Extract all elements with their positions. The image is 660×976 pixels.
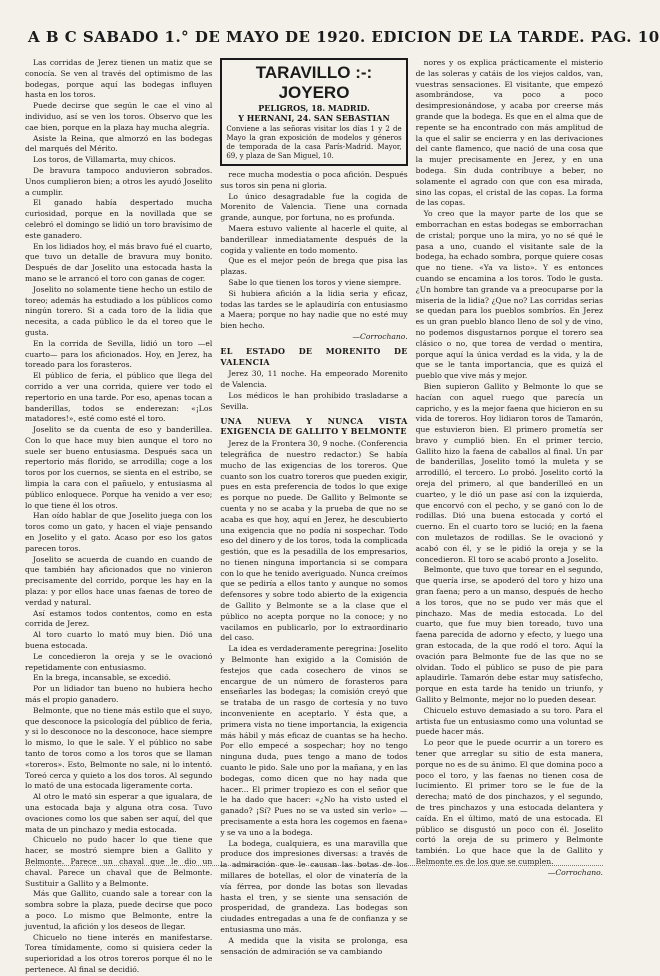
article-paragraph: Maera estuvo valiente al hacerle el quite, al banderillear inmediatamente después de la cogida y valiente en todo momento. [220, 223, 408, 255]
article-paragraph: Lo peor que le puede ocurrir a un torero es tener que arreglar su sitio de esta manera, porque no es de su ánimo. El que domina poco a poco el toro, y las faenas no tienen cosa de lucimiento. El primer toro se le fue de la derecha; mató de dos pinchazos, y el segundo, de tres pinchazos y una estocada delantera y caída. En el último, mató de una estocada. El público se disgustó un poco con él. Joselito cortó la oreja de su primero y Belmonte también. Lo que hace que la de Gallito y Belmonte es de los que se cumplen. [415, 738, 603, 866]
page-header [0, 0, 660, 58]
advertisement-box [220, 58, 407, 166]
article-paragraph: Le concedieron la oreja y se le ovacionó repetidamente con entusiasmo. [25, 651, 213, 672]
article-paragraph: Al toro cuarto lo mató muy bien. Dió una buena estocada. [25, 630, 213, 651]
article-headline: EL ESTADO DE MORENITO DE VALENCIA [220, 345, 408, 367]
column-right [416, 58, 603, 976]
article-paragraph: Más que Gallito, cuando sale a torear con la sombra sobre la plaza, puede decirse que poco a poco. Lo mismo que Belmonte, entre la juventud, la afición y los deseos de llegar. [25, 889, 213, 931]
article-paragraph: Belmonte, que tuvo que torear en el segundo, que quería irse, se apoderó del toro y hizo una gran faena; pero a un manso, después de hecho a los toros, que no se pudo ver más que el pinchazo. Mas de media estocada. Lo del cuarto, que fue muy bien toreado, tuvo una faena parecida de adorno y efecto, y luego una gran estocada, de la que rodó el toro. Aquí la ovación para Belmonte fue de las que no se olvidan. Todo el público se puso de pie para aplaudirle. Tamarón debe estar muy satisfecho, porque en esta tarde ha tenido un triunfo, y Gallito y Belmonte, mejor no lo pueden desear. [415, 565, 603, 705]
advertisement-address: Y HERNANI, 24. SAN SEBASTIAN [238, 113, 390, 123]
article-columns [25, 58, 603, 974]
article-paragraph: En la brega, incansable, se excedió. [33, 673, 171, 683]
article-paragraph: Así estamos todos contentos, como en esta corrida de Jerez. [25, 608, 213, 629]
article-paragraph: Las corridas de Jerez tienen un matiz que se conocía. Se ven al través del optimismo de las bodegas, porque aquí las bodegas influyen hasta en los toros. [25, 58, 213, 100]
article-paragraph: Asiste la Reina, que almorzó en las bodegas del marqués del Mérito. [25, 133, 213, 154]
article-paragraph: En la corrida de Sevilla, lidió un toro —el cuarto— para los aficionados. Hoy, en Jerez, ha toreado para los forasteros. [25, 338, 213, 370]
article-paragraph: Los toros, de Villamarta, muy chicos. [33, 155, 176, 165]
article-paragraph: Puede decirse que según le cae el vino al individuo, así se ven los toros. Observo que les cae bien, porque en la plaza hay mucha alegría. [25, 101, 213, 132]
article-paragraph: Jerez 30, 11 noche. Ha empeorado Morenito de Valencia. [220, 369, 408, 390]
article-headline: UNA NUEVA Y NUNCA VISTA EXIGENCIA DE GALLITO Y BELMONTE [220, 415, 408, 437]
article-paragraph: Han oído hablar de que Joselito juega con los toros como un gato, y hacen el viaje pensando en Joselito y el gato. Acaso por eso los gatos parecen toros. [25, 511, 213, 553]
article-paragraph: Por un lidiador tan bueno no hubiera hecho más el propio ganadero. [25, 684, 213, 705]
advertisement-body: Conviene a las señoras visitar los días 1 y 2 de Mayo la gran exposición de modelos y géneros de temporada de la casa París-Madrid. Mayor, 69, y plaza de San Miguel, 10. [226, 125, 402, 160]
article-paragraph: Que es el mejor peón de brega que pisa las plazas. [220, 256, 408, 277]
page-footer-rule [25, 865, 603, 870]
article-paragraph: De bravura tampoco anduvieron sobrados. Unos cumplieron bien; a otros les ayudó Joselito a cumplir. [25, 165, 213, 197]
article-paragraph: El ganado había despertado mucha curiosidad, porque en la novillada que se celebró el domingo se lidió un toro bravísimo de este ganadero. [25, 198, 213, 240]
advertisement-address: PELIGROS, 18. MADRID. [258, 103, 370, 113]
column-left [25, 58, 212, 976]
article-paragraph: nores y os explica prácticamente el misterio de las soleras y catáis de los viejos caldos, van, vuestras sensaciones. El visitante, que empezó asombrándose, va poco a poco desimpresionándose, y acaba por creerse más grande que la bodega. Es que en el alma que de repente se ha encontrado con más amplitud de la que el salir se encierra y en las derivaciones del cante flamenco, que nació de una cosa que la mujer precisamente en Jerez, y en una bodega. Sin duda contribuye a beber, no solamente el agrado con que con esa mirada, sino las copas, el cristal de las copas. La forma de las copas. [415, 58, 603, 208]
article-paragraph: Lo único desagradable fue la cogida de Morenito de Valencia. Tiene una cornada grande, aunque, por fortuna, no es profunda. [220, 191, 408, 223]
article-paragraph: Joselito se da cuenta de eso y banderillea. Con lo que hace muy bien aunque el toro no suele ser bueno entusiasma. Después saca un repertorio más florido, se arrodilla; coge a los toros por los cuernos, se sienta en el estribo, se limpia la cara con el pañuelo, y entusiasma al público enloquece. Porque ha venido a ver eso; lo que tiene él los otros. [25, 425, 213, 510]
article-paragraph: Belmonte, que no tiene más estilo que el suyo, que desconoce la psicología del público de feria, y si lo desconoce no la desconoce, hace siempre lo mismo, lo que le sale. Y el público no sabe tanto de toros como a los toros que se llaman «toreros». Esto, Belmonte no sale, ni lo intentó. Toreó cerca y quieto a los dos toros. Al segundo lo mató de una estocada ligeramente corta. [25, 705, 213, 791]
article-paragraph: El público de feria, el público que llega del corrido a ver una corrida, quiere ver todo el repertorio en una tarde. Por eso, apenas tocan a banderillas, todos se enderezan: «¡Los matadores!», esté como esté el toro. [25, 371, 213, 424]
article-paragraph: Jerez de la Frontera 30, 9 noche. (Conferencia telegráfica de nuestro redactor.) Se había mucho de las exigencias de los toreros. Que cuanto son los cuatro toreros que pueden exigir, pues en esta preferencia de todos lo que exige es porque no puede. De Gallito y Belmonte se cuenta y no se acaba y la prueba de que no se acaba es que hoy, aquí en Jerez, he descubierto una exigencia que no podía ni sospechar. Todo eso del dinero y de los toros, toda la complicada gestión, que es la pesadilla de los empresarios, no tienen ninguna importancia si se compara con lo que he tenido averiguado. Nunca creímos que se pediría a ellos tanto y aunque no somos defensores y sobre todo abierto de la exigencia de Gallito y Belmonte se a la clase que el público no acepta porque no la conoce; y no vacilamos en publicarlo, por lo extraordinario del caso. [220, 439, 408, 643]
author-signature: —Corrochano. [352, 331, 408, 341]
article-paragraph: Si hubiera afición a la lidia seria y eficaz, todas las tardes se le aplaudiría con entusiasmo a Maera; porque no hay nadie que no esté muy bien hecho. [220, 288, 408, 331]
article-paragraph: Chicuelo no pudo hacer lo que tiene que hacer, se mostró siempre bien a Gallito y Belmonte. Parece un chaval que le dio un chaval. Parece un chaval que de Belmonte. Sustituir a Gallito y a Belmonte. [25, 835, 213, 888]
article-paragraph: Joselito no solamente tiene hecho un estilo de toreo; además ha estudiado a los públicos como ningún torero. Si a cada toro de la lidia que necesita, a cada público le da el toreo que le gusta. [25, 284, 213, 337]
article-paragraph: La bodega, cualquiera, es una maravilla que produce dos impresiones diversas: a través de la admiración que le causan las botas de los millares de botellas, el olor de vinatería de la vía férrea, por donde las botas son llevadas hasta el tren, y se siente una sensación de prosperidad, de grandeza. Las bodegas son ciudades entregadas a una fe de confianza y se entusiasma uno más. [220, 838, 408, 934]
article-paragraph: A medida que la visita se prolonga, esa sensación de admiración se va cambiando [220, 935, 408, 956]
article-paragraph: Bien supieron Gallito y Belmonte lo que se hacían con aquel ruego que parecía un capricho, y es la mejor faena que hicieron en su vida de toreros. Hoy lidiaron toros de Tamarón, que estuvieron bien. El primero prometía ser bravo y cumplió bien. En el primer tercio, Gallito hizo la faena de caballos al final. Un par de banderillas, Joselito tomó la muleta y se arrodilló, el tercero. Lo probó. Joselito cortó la oreja del primero, al que banderilleó en un cuarteo, y le dió un pase así con la izquierda, que encorvó con el pecho, y se ganó con lo de rodillas. Dió una buena estocada y cortó el cuerno. En el cuarto toro se lució; en la faena con muletazos de rodillas. Se le ovacionó y acabó con él, y se le pidió la oreja y se la concedieron. El toro se acabó pronto a Joselito. [415, 381, 603, 564]
article-paragraph: La idea es verdaderamente peregrina: Joselito y Belmonte han exigido a la Comisión de festejos que cada cosechero de vinos se encargue de un número de forasteros para enseñarles las bodegas; la comisión creyó que se trataba de un rasgo de cortesía y no tuvo inconveniente en aceptarlo. Y ésta que, a primera vista no tiene importancia, la exigencia más hábil y más eficaz de cuantas se ha hecho. Por ello empecé a sospechar; hoy no tengo ninguna duda, pues tengo a mano de todos cuanto le pido. Sale uno por la mañana, y en las bodegas, como dicen que no hay nada que hacer... El primer tropiezo es con el señor que le ha dado que hacer: «¿No ha visto usted el ganado? ¡Sí? Pues no se va usted sin verlo» — precisamente a esta hora les cogemos en faena» y se va uno a la bodega. [220, 644, 408, 837]
article-paragraph: rece mucha modestia o poca afición. Después sus toros sin pena ni gloria. [220, 170, 408, 190]
article-paragraph: Sabe lo que tienen los toros y viene siempre. [228, 277, 402, 287]
article-paragraph: Al otro le mató sin esperar a que igualara, de una estocada baja y alguna otra cosa. Tuvo ovaciones como los que saben ser aquí, del que mata de un pinchazo y media estocada. [25, 792, 213, 834]
article-paragraph: Joselito se acuerda de cuando en cuando de que también hay aficionados que no vinieron precisamente del corrido, porque les hay en la plaza: y por ellos hace unas faenas de toreo de verdad y natural. [25, 554, 213, 607]
header-title: A B C SABADO 1.° DE MAYO DE 1920. EDICION DE LA TARDE. PAG. 10 [28, 28, 660, 46]
author-signature: —Corrochano. [547, 867, 603, 877]
article-paragraph: Yo creo que la mayor parte de los que se emborrachan en estas bodegas se emborrachan de cristal; porque uno la mira, yo no sé qué le pasa a uno, cuando el visitante sale de la bodega, ha echado sombra, porque quiere cosas que no tiene. «Ya va listo». Y es entonces cuando se encamina a los toros. Todo le gusta. ¿Un hombre tan grande va a preocuparse por la miseria de la lidia? ¿Que no? Las corridas serias se quedan para los pueblos sombríos. En Jerez es un gran pueblo blanco lleno de sol y de vino, no podemos disgustarnos porque el torero sea clásico o no, que torea de verdad o mentira, porque aquí la única verdad es la vida, y la de que se le tanta importancia, que es quizá el pueblo que vive más y mejor. [415, 209, 603, 381]
advertisement-title: TARAVILLO :-: JOYERO [255, 63, 373, 102]
column-middle [220, 58, 407, 976]
article-paragraph: Chicuelo no tiene interés en manifestarse. Torea tímidamente, como si quisiera ceder la superioridad a los otros toreros porque él no le pertenece. Al final se decidió. [25, 932, 213, 974]
article-paragraph: Los médicos le han prohibido trasladarse a Sevilla. [220, 390, 408, 411]
article-paragraph: En los lidiados hoy, el más bravo fué el cuarto, que tuvo un detalle de bravura muy bonito. Después de dar Joselito una estocada hasta la mano se le arrancó el toro con ganas de coger. [25, 241, 213, 283]
article-paragraph: Chicuelo estuvo demasiado a su toro. Para el artista fue un entusiasmo como una voluntad se puede hacer más. [415, 705, 603, 737]
